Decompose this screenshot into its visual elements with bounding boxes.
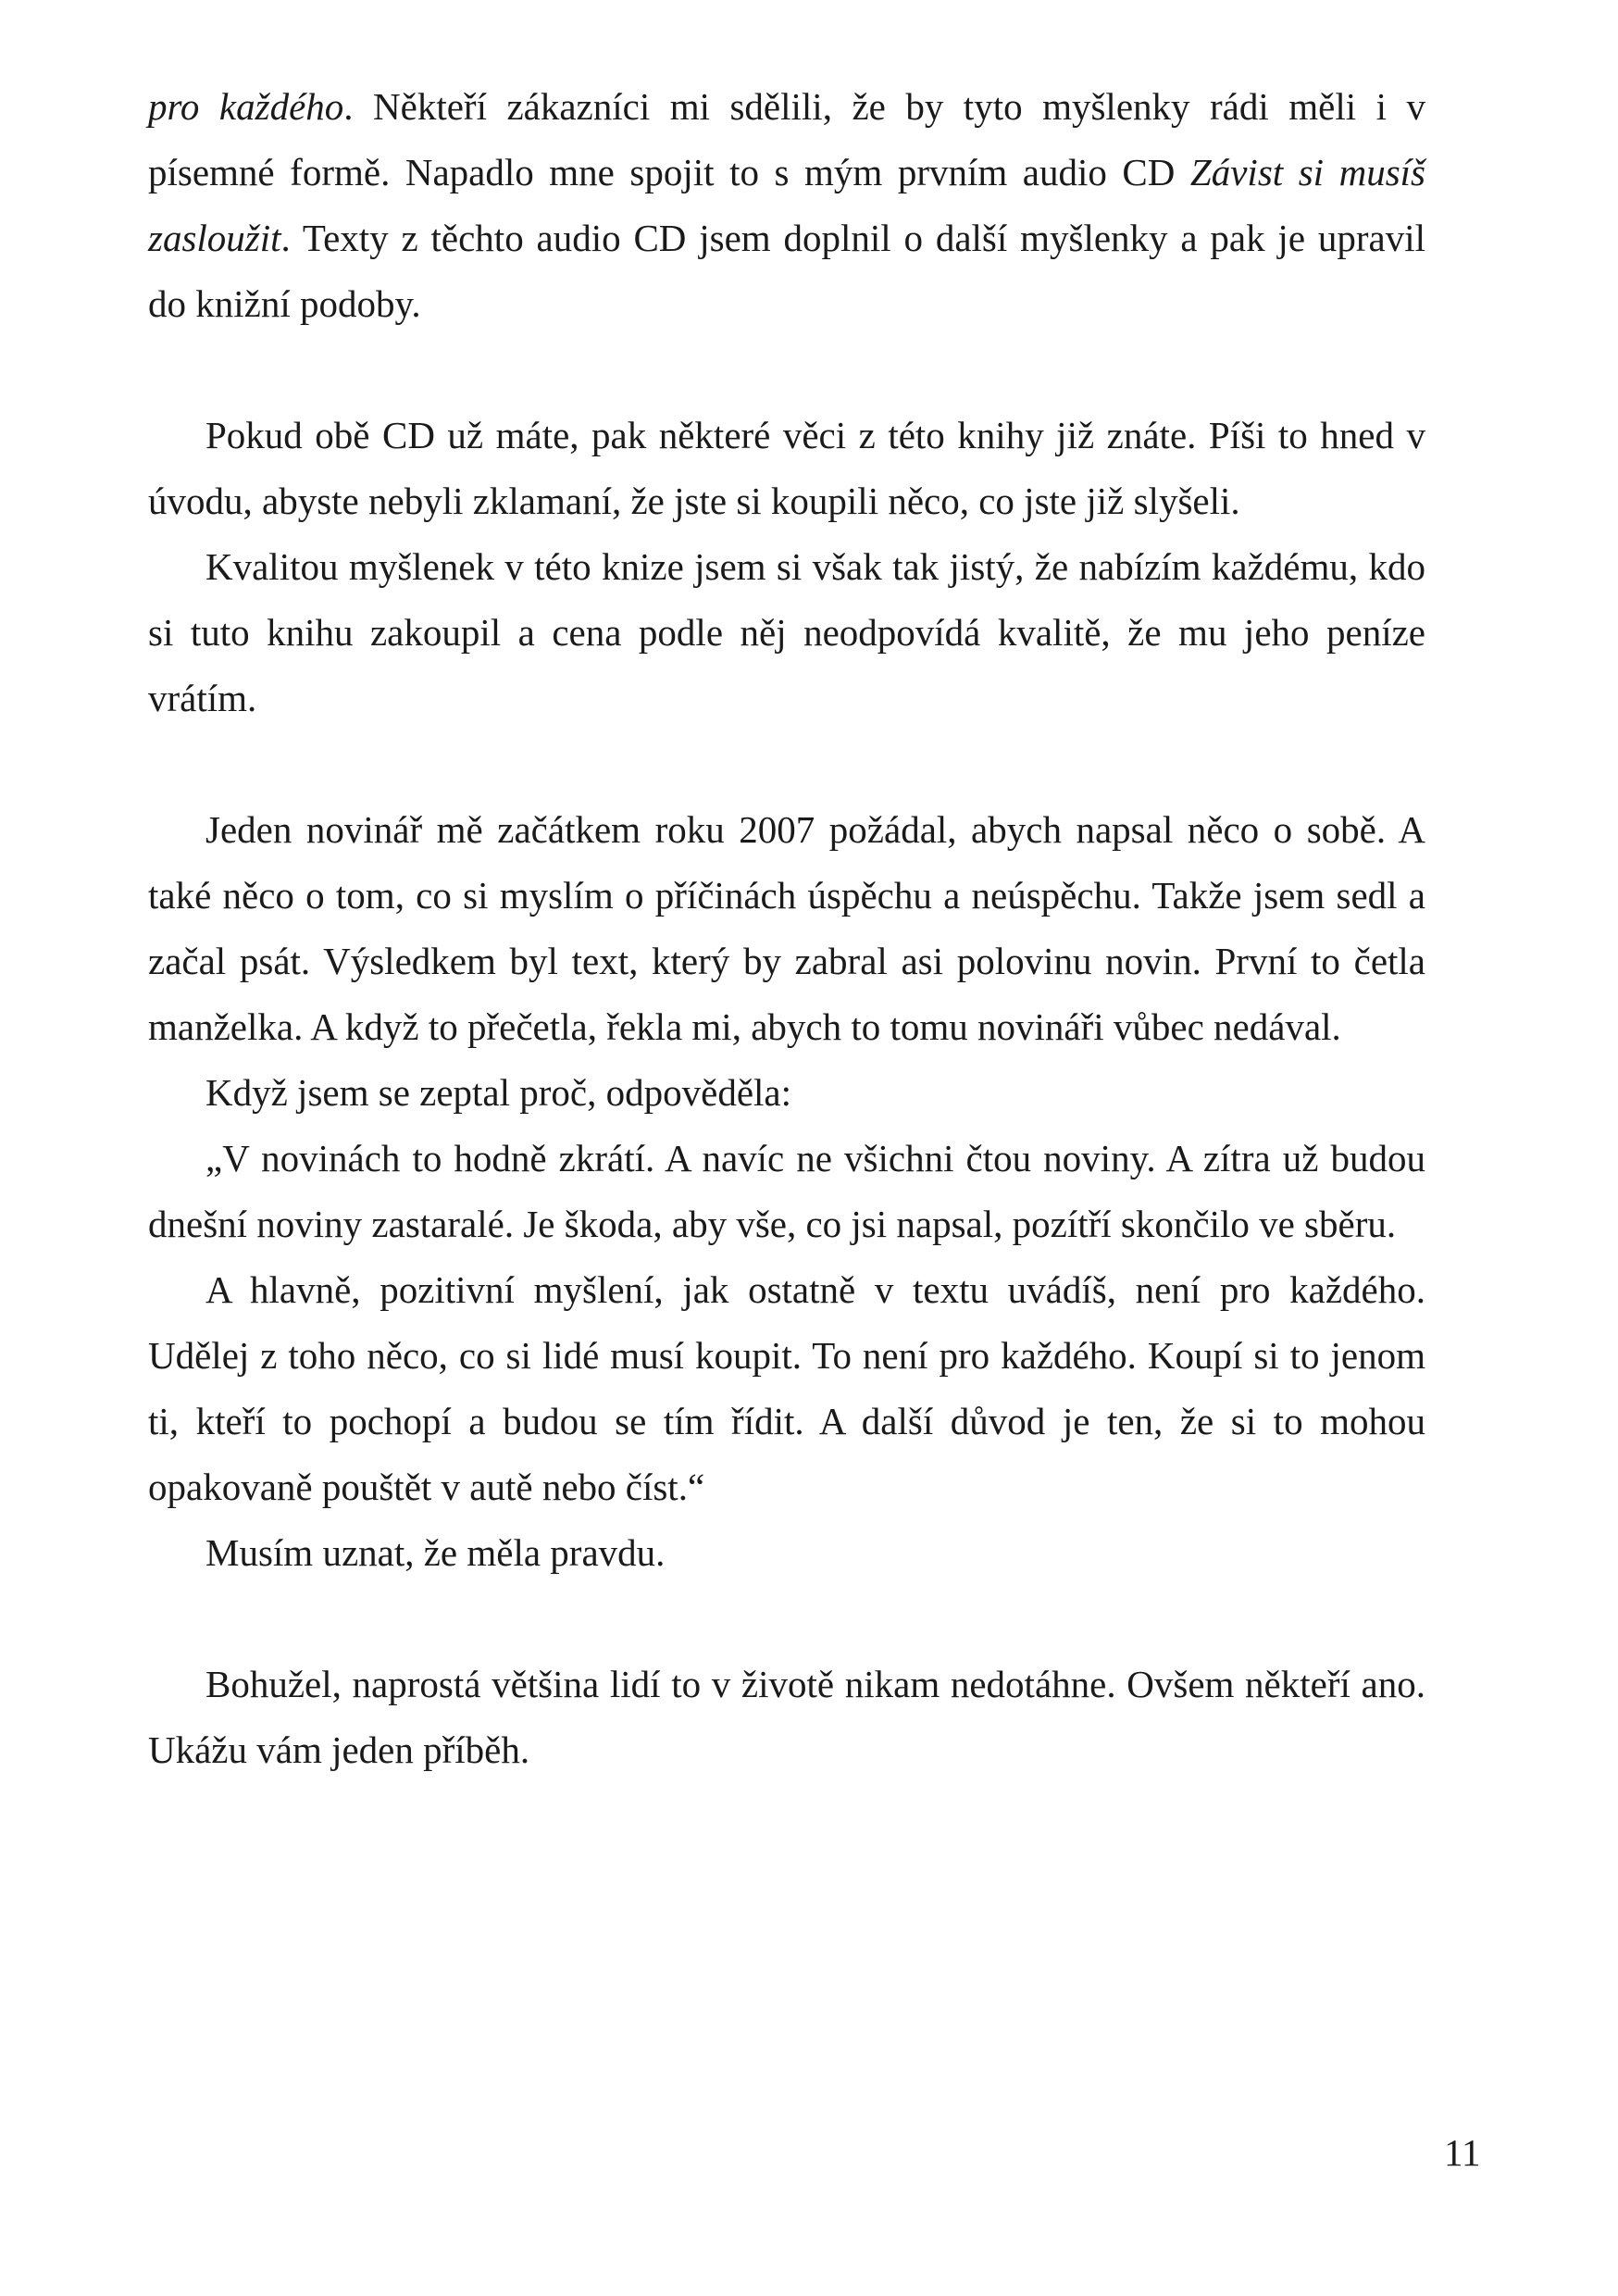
- paragraph-6: „V novinách to hodně zkrátí. A navíc ne všichni čtou noviny. A zítra už budou dnešní noviny zastaralé. Je škoda, aby vše, co jsi napsal, pozítří skončilo ve sběru.: [148, 1137, 1425, 1245]
- paragraph-3: Kvalitou myšlenek v této knize jsem si však tak jistý, že nabízím každému, kdo si tuto knihu zakoupil a cena podle něj neodpovídá kvalitě, že mu jeho peníze vrátím.: [148, 545, 1425, 719]
- paragraph-gap: [148, 337, 1425, 403]
- paragraph-gap: [148, 731, 1425, 797]
- paragraph-1: [148, 74, 1425, 337]
- paragraph-text: . Texty z těchto audio CD jsem doplnil o další myšlenky a pak je upravil do knižní podoby.: [148, 217, 1425, 325]
- paragraph-gap: [148, 1586, 1425, 1652]
- italic-title: Závist si musíš zasloužit: [148, 151, 1425, 259]
- paragraph-5: Když jsem se zeptal proč, odpověděla:: [205, 1071, 791, 1114]
- paragraph-9: Bohužel, naprostá většina lidí to v životě nikam nedotáhne. Ovšem někteří ano. Ukážu vám jeden příběh.: [148, 1663, 1425, 1771]
- paragraph-4: Jeden novinář mě začátkem roku 2007 požádal, abych napsal něco o sobě. A také něco o tom, co si myslím o příčinách úspěchu a neúspěchu. Takže jsem sedl a začal psát. Výsledkem byl text, který by zabral asi polovinu novin. První to četla manželka. A když to přečetla, řekla mi, abych to tomu novináři vůbec nedával.: [148, 808, 1425, 1048]
- paragraph-text: . Někteří zákazníci mi sdělili, že by tyto myšlenky rádi měli i v písemné formě. Napadlo mne spojit to s mým prvním audio CD: [148, 85, 1425, 193]
- paragraph-8: Musím uznat, že měla pravdu.: [205, 1531, 666, 1574]
- page-number: 11: [1444, 2131, 1481, 2174]
- italic-phrase: pro každého: [148, 85, 344, 128]
- page-body: [148, 74, 1425, 1783]
- paragraph-7: A hlavně, pozitivní myšlení, jak ostatně v textu uvádíš, není pro každého. Udělej z toho něco, co si lidé musí koupit. To není pro každého. Koupí si to jenom ti, kteří to pochopí a budou se tím řídit. A další důvod je ten, že si to mohou opakovaně pouštět v autě nebo číst.“: [148, 1268, 1425, 1508]
- paragraph-2: Pokud obě CD už máte, pak některé věci z této knihy již znáte. Píši to hned v úvodu, abyste nebyli zklamaní, že jste si koupili něco, co jste již slyšeli.: [148, 414, 1425, 522]
